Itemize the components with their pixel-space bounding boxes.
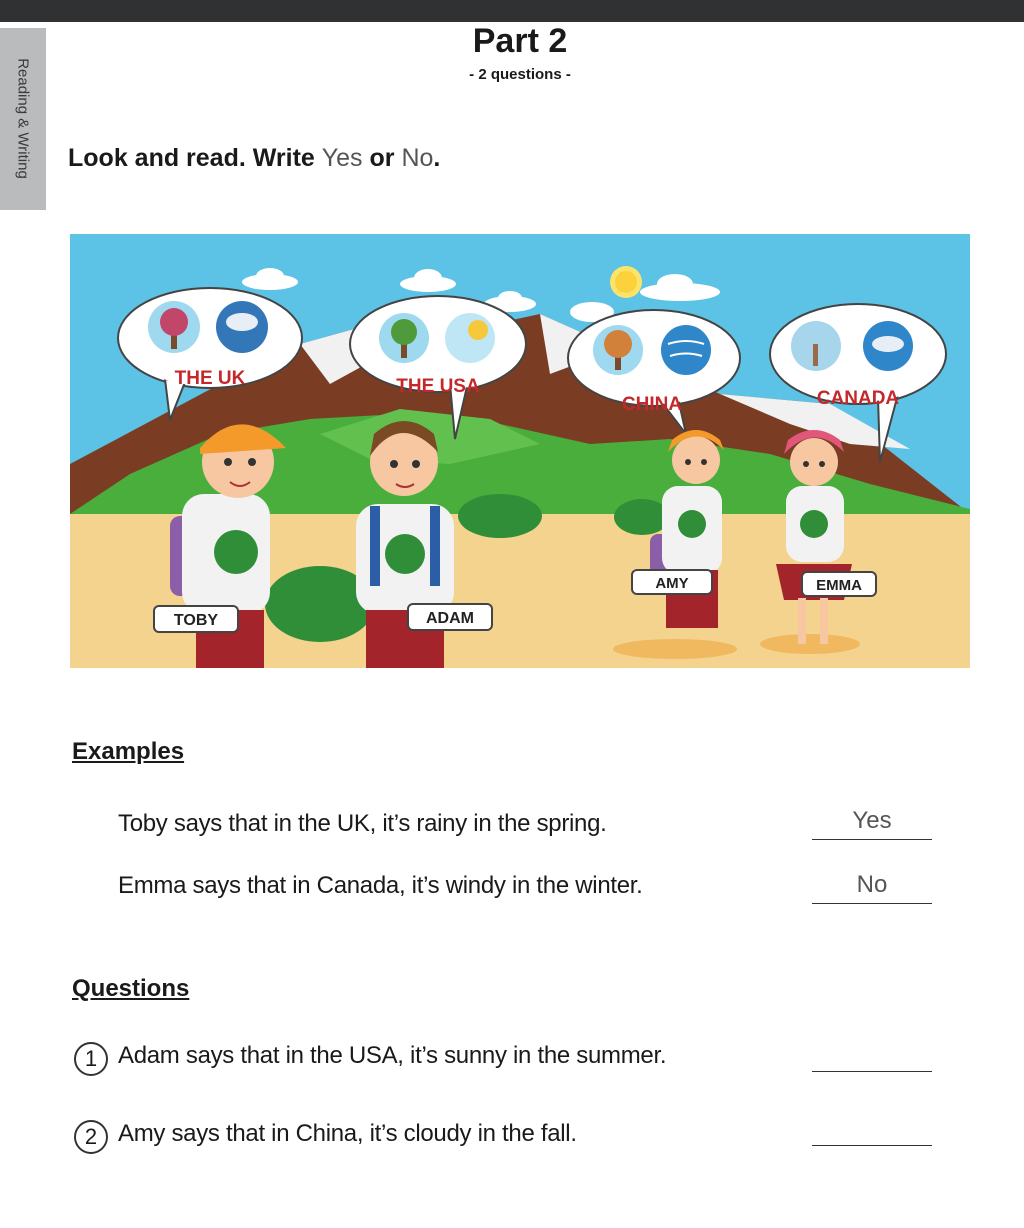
name-tag-label: ADAM: [426, 610, 474, 627]
instruction-no: No: [401, 144, 434, 172]
instruction-yes: Yes: [321, 144, 363, 172]
name-tag-emma: [802, 572, 876, 596]
bubble-label: THE UK: [174, 368, 246, 389]
top-bar: [0, 0, 1024, 22]
name-tag-toby: [154, 606, 238, 632]
bubble-label: CANADA: [816, 388, 900, 409]
examples-heading: Examples: [72, 738, 185, 765]
page-title: Part 2: [472, 22, 568, 60]
question-number-badge: 1: [74, 1042, 108, 1076]
name-tag-label: AMY: [655, 575, 689, 592]
questions-heading: Questions: [72, 975, 190, 1002]
question-sentence: Adam says that in the USA, it’s sunny in the summer.: [118, 1042, 667, 1069]
name-tag-label: EMMA: [816, 577, 862, 594]
name-tag-label: TOBY: [173, 612, 219, 629]
bubble-label: CHINA: [621, 394, 683, 415]
example-answer: Yes: [812, 806, 932, 840]
instruction-end: .: [433, 144, 441, 172]
instruction: [68, 144, 440, 173]
instruction-or: or: [362, 144, 402, 172]
name-tag-amy: [632, 570, 712, 594]
scene-illustration: [70, 234, 970, 668]
sun-icon: [610, 266, 642, 298]
question-answer-field[interactable]: [812, 1112, 932, 1146]
name-tag-adam: [408, 604, 492, 630]
page-subtitle: - 2 questions -: [469, 66, 571, 83]
example-answer: No: [812, 870, 932, 904]
question-sentence: Amy says that in China, it’s cloudy in the fall.: [118, 1120, 577, 1147]
example-sentence: Toby says that in the UK, it’s rainy in the spring.: [118, 810, 607, 837]
question-number-badge: 2: [74, 1120, 108, 1154]
bubble-label: THE USA: [396, 376, 480, 397]
question-answer-field[interactable]: [812, 1038, 932, 1072]
side-tab-label: Reading & Writing: [14, 58, 32, 179]
example-sentence: Emma says that in Canada, it’s windy in the winter.: [118, 872, 643, 899]
instruction-lead: Look and read. Write: [68, 144, 322, 172]
